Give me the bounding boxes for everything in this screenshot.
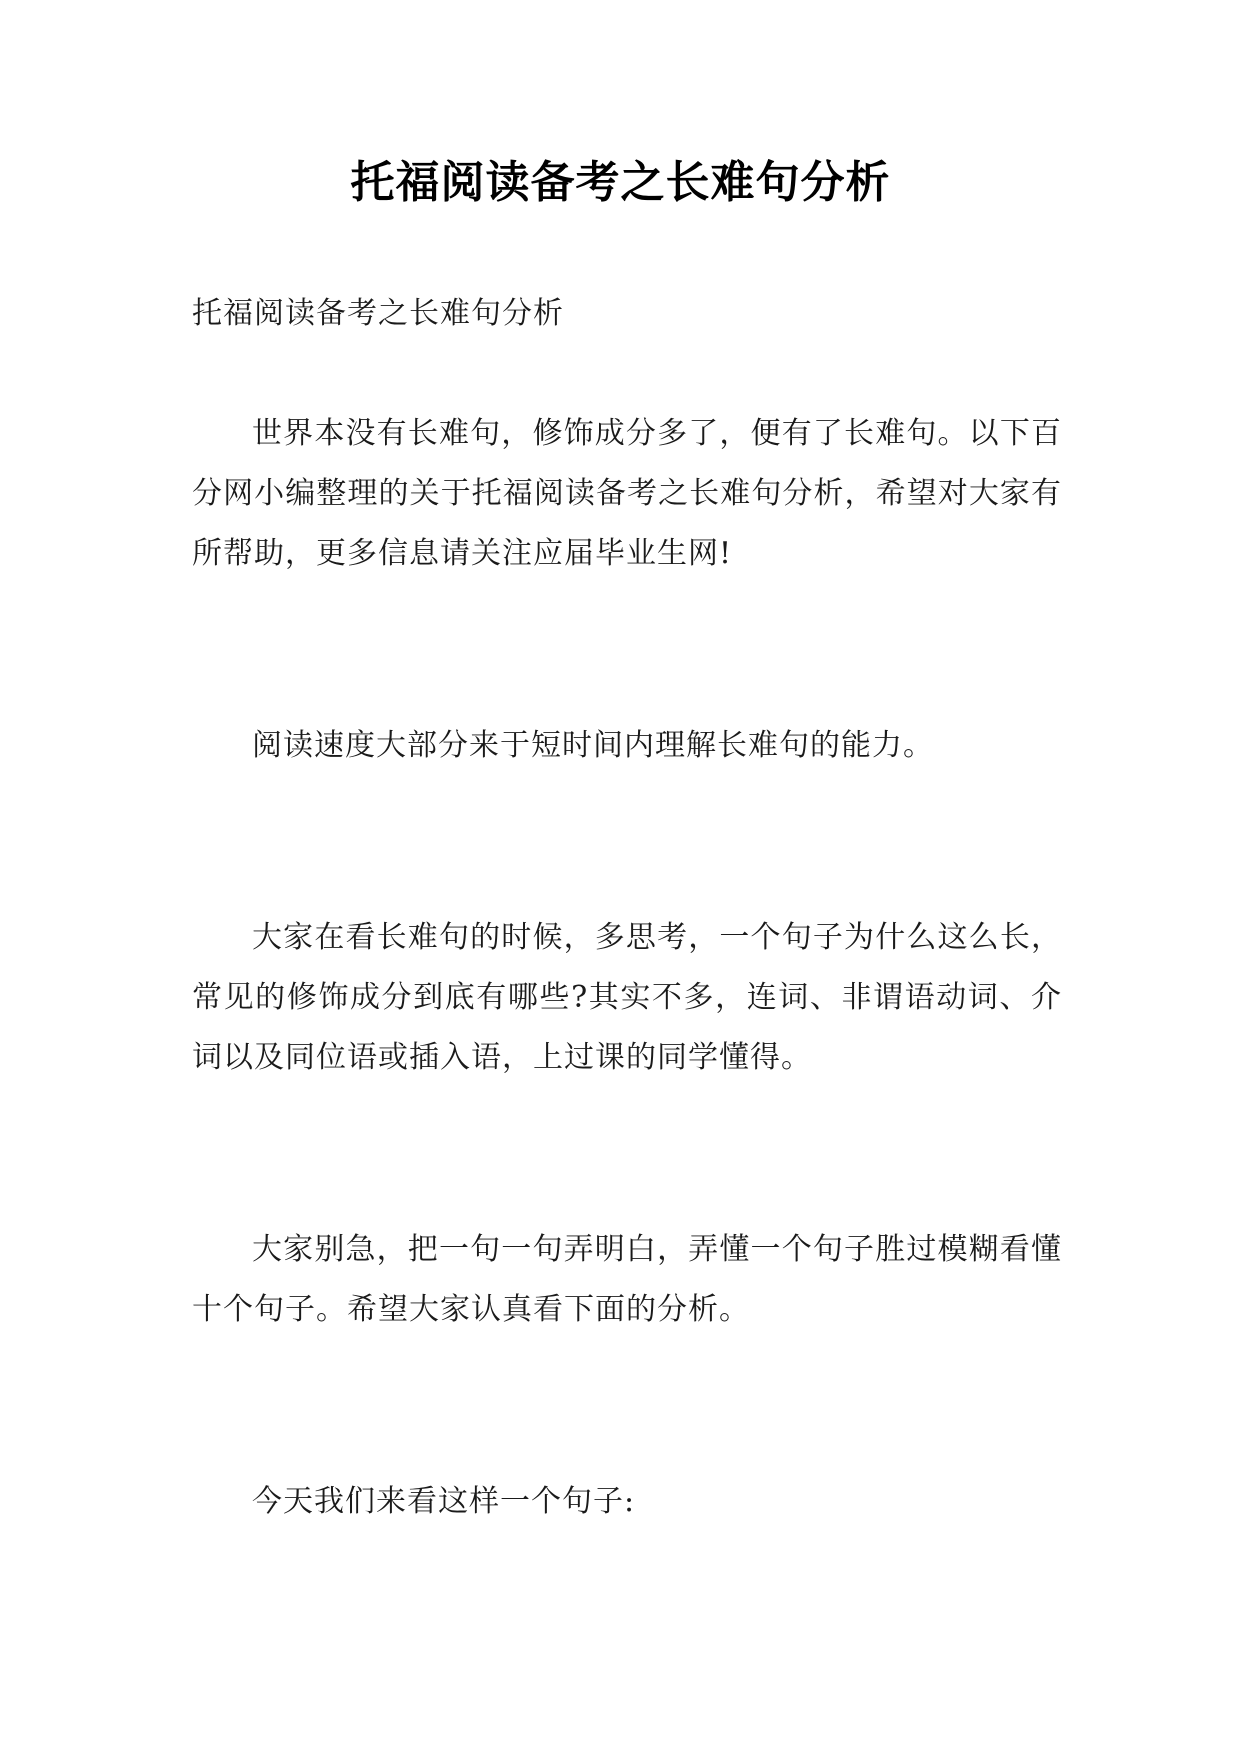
paragraph-advice: 大家别急，把一句一句弄明白，弄懂一个句子胜过模糊看懂十个句子。希望大家认真看下面的分析。 xyxy=(192,1232,1062,1327)
document-body xyxy=(192,284,1062,1532)
paragraph-intro: 世界本没有长难句，修饰成分多了，便有了长难句。以下百分网小编整理的关于托福阅读备考之长难句分析，希望对大家有所帮助，更多信息请关注应届毕业生网! xyxy=(192,416,1062,571)
paragraph-example-lead: 今天我们来看这样一个句子: xyxy=(252,1484,636,1519)
paragraph-modifiers: 大家在看长难句的时候，多思考，一个句子为什么这么长，常见的修饰成分到底有哪些?其实不多，连词、非谓语动词、介词以及同位语或插入语，上过课的同学懂得。 xyxy=(192,920,1062,1075)
document-title: 托福阅读备考之长难句分析 xyxy=(350,157,891,208)
paragraph-reading-speed: 阅读速度大部分来于短时间内理解长难句的能力。 xyxy=(252,728,934,763)
document-subtitle: 托福阅读备考之长难句分析 xyxy=(192,296,564,331)
